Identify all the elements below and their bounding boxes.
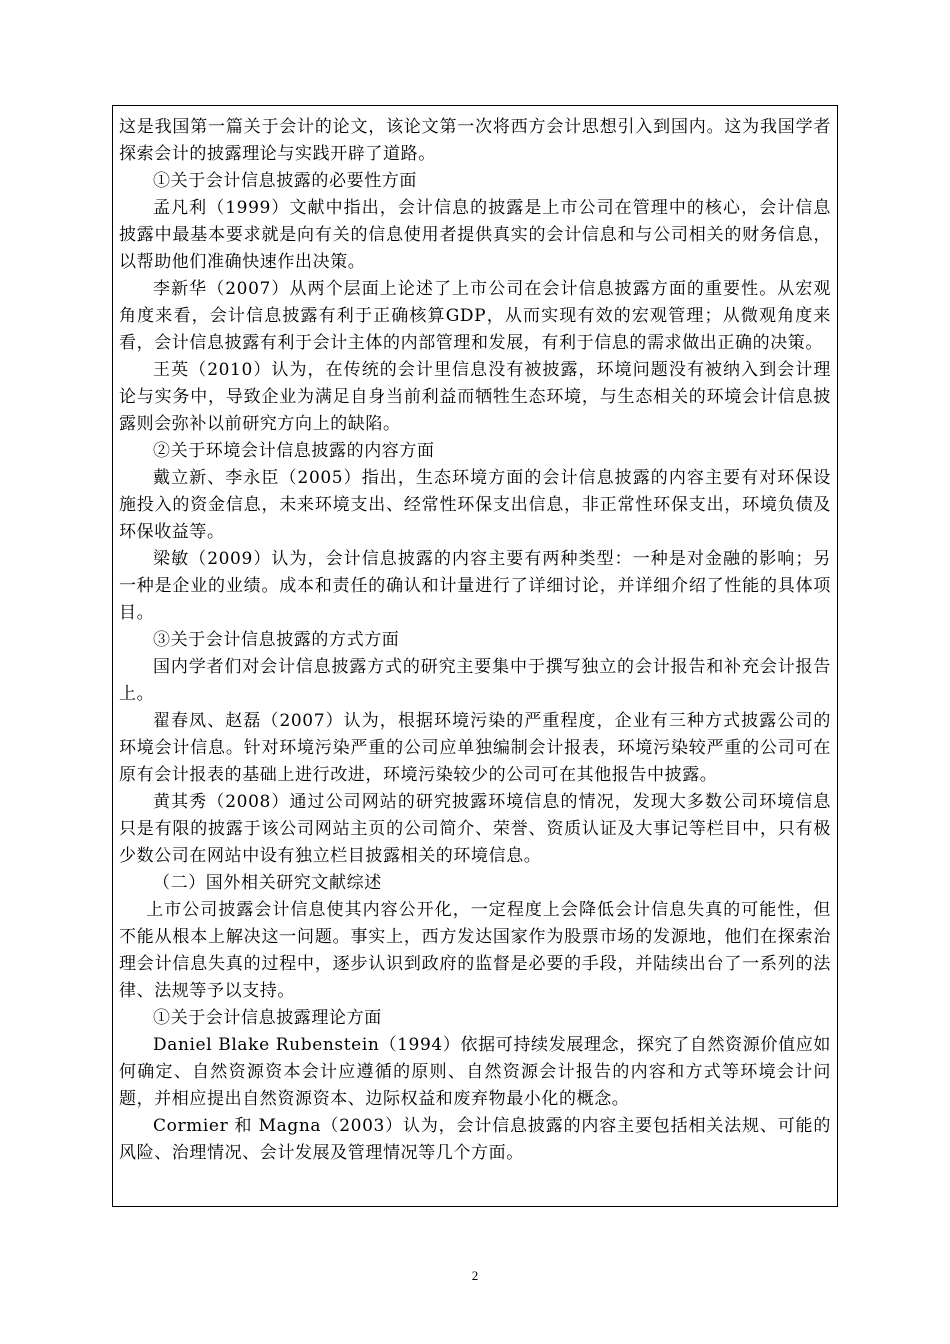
paragraph-wang: 王英（2010）认为，在传统的会计里信息没有被披露，环境问题没有被纳入到会计理论与实务中，导致企业为满足自身当前利益而牺牲生态环境，与生态相关的环境会计信息披露则会弥补以前研究方向上的缺陷。 xyxy=(119,360,831,434)
heading-necessity: ①关于会计信息披露的必要性方面 xyxy=(153,171,417,191)
heading-content: ②关于环境会计信息披露的内容方面 xyxy=(153,441,435,461)
paragraph-rubenstein: Daniel Blake Rubenstein（1994）依据可持续发展理念，探究了自然资源价值应如何确定、自然资源资本会计应遵循的原则、自然资源会计报告的内容和方式等环境会计问题，并相应提出自然资源资本、边际权益和废弃物最小化的概念。 xyxy=(119,1035,831,1109)
heading-theory: ①关于会计信息披露理论方面 xyxy=(153,1008,382,1028)
paragraph-meng: 孟凡利（1999）文献中指出，会计信息的披露是上市公司在管理中的核心，会计信息披露中最基本要求就是向有关的信息使用者提供真实的会计信息和与公司相关的财务信息，以帮助他们准确快速作出决策。 xyxy=(119,198,831,272)
paragraph-intro: 这是我国第一篇关于会计的论文，该论文第一次将西方会计思想引入到国内。这为我国学者探索会计的披露理论与实践开辟了道路。 xyxy=(119,117,831,164)
heading-method: ③关于会计信息披露的方式方面 xyxy=(153,630,400,650)
paragraph-zhai: 翟春凤、赵磊（2007）认为，根据环境污染的严重程度，企业有三种方式披露公司的环境会计信息。针对环境污染严重的公司应单独编制会计报表，环境污染较严重的公司可在原有会计报表的基础上进行改进，环境污染较少的公司可在其他报告中披露。 xyxy=(119,711,831,785)
paragraph-liang: 梁敏（2009）认为，会计信息披露的内容主要有两种类型：一种是对金融的影响；另一种是企业的业绩。成本和责任的确认和计量进行了详细讨论，并详细介绍了性能的具体项目。 xyxy=(119,549,831,623)
document-body xyxy=(119,114,831,1167)
paragraph-cormier: Cormier 和 Magna（2003）认为，会计信息披露的内容主要包括相关法规、可能的风险、治理情况、会计发展及管理情况等几个方面。 xyxy=(119,1116,831,1163)
paragraph-huang: 黄其秀（2008）通过公司网站的研究披露环境信息的情况，发现大多数公司环境信息只是有限的披露于该公司网站主页的公司简介、荣誉、资质认证及大事记等栏目中，只有极少数公司在网站中设有独立栏目披露相关的环境信息。 xyxy=(119,792,831,866)
heading-foreign: （二）国外相关研究文献综述 xyxy=(153,873,382,893)
paragraph-li: 李新华（2007）从两个层面上论述了上市公司在会计信息披露方面的重要性。从宏观角度来看，会计信息披露有利于正确核算GDP，从而实现有效的宏观管理；从微观角度来看，会计信息披露有利于会计主体的内部管理和发展，有利于信息的需求做出正确的决策。 xyxy=(119,279,831,353)
paragraph-domestic: 国内学者们对会计信息披露方式的研究主要集中于撰写独立的会计报告和补充会计报告上。 xyxy=(119,657,831,704)
paragraph-dai: 戴立新、李永臣（2005）指出，生态环境方面的会计信息披露的内容主要有对环保设施投入的资金信息，未来环境支出、经常性环保支出信息，非正常性环保支出，环境负债及环保收益等。 xyxy=(119,468,831,542)
page-number: 2 xyxy=(471,1268,479,1283)
paragraph-foreign-intro: 上市公司披露会计信息使其内容公开化，一定程度上会降低会计信息失真的可能性，但不能从根本上解决这一问题。事实上，西方发达国家作为股票市场的发源地，他们在探索治理会计信息失真的过程中，逐步认识到政府的监督是必要的手段，并陆续出台了一系列的法律、法规等予以支持。 xyxy=(119,900,831,1001)
